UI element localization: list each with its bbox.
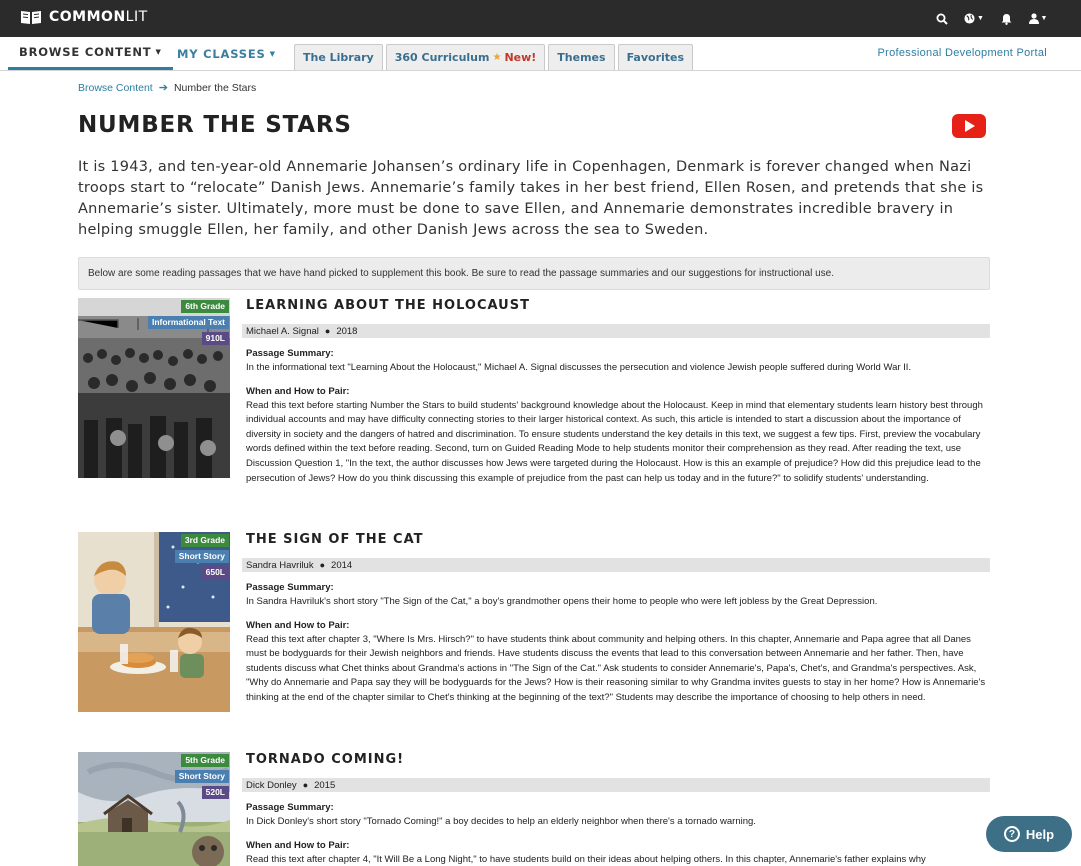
passage-author: Michael A. Signal bbox=[246, 325, 319, 337]
passage-thumbnail[interactable] bbox=[78, 298, 230, 478]
my-classes-menu[interactable] bbox=[177, 37, 276, 70]
chevron-down-icon: ▼ bbox=[977, 15, 984, 22]
bell-icon[interactable] bbox=[991, 0, 1021, 37]
passage-thumbnail[interactable] bbox=[78, 752, 230, 866]
book-icon bbox=[20, 9, 42, 25]
genre-badge: Short Story bbox=[175, 550, 229, 563]
star-icon: ★ bbox=[492, 52, 502, 63]
tab-label: Favorites bbox=[626, 51, 685, 64]
book-description: It is 1943, and ten-year-old Annemarie Johansen’s ordinary life in Copenhagen, Denmark is forever changed when Nazi troops start to “relocate” Danish Jews. Annemarie’s family takes in her best friend, Ellen Rosen, and pretends that she is Annemarie’s sister. Ultimately, more must be done to save Ellen, and Annemarie demonstrates incredible bravery in helping smuggle Ellen, her family, and other Danish Jews across the sea to Sweden. bbox=[78, 159, 984, 238]
professional-development-link[interactable]: Professional Development Portal bbox=[877, 47, 1047, 59]
top-bar bbox=[0, 0, 1081, 37]
lexile-badge: 650L bbox=[202, 566, 229, 579]
tab-favorites[interactable] bbox=[618, 44, 693, 70]
genre-badge: Short Story bbox=[175, 770, 229, 783]
passage-pair-text: Read this text before starting Number the Stars to build students' background knowledge about the Holocaust. Keep in mind that elementary students learn history best through individual accounts and may have difficulty connecting stories to their larger historical context. As such, this article is intended to start a discussion about the importance of diversity in society and the dangers of hatred and discrimination. To ensure students understand the key details in this text, we suggest a few tips. First, preview the vocabulary words defined within the text before reading. Second, turn on Guided Reading Mode to help students monitor their comprehension as they read. After reading the text, use Discussion Question 1, "In the text, the author discusses how Jews were targeted during the Holocaust. How is this an example of prejudice? How did this prejudice lead to the persecution of Jews? How do you think discussing this example of prejudice from the past can help us today and in the future?" to solidify students' understanding. bbox=[246, 399, 983, 484]
breadcrumb-browse-content[interactable]: Browse Content bbox=[78, 81, 153, 94]
grade-badge: 6th Grade bbox=[181, 300, 229, 313]
bullet-icon: ● bbox=[319, 560, 326, 570]
passage-author: Dick Donley bbox=[246, 779, 297, 791]
passage-meta bbox=[242, 558, 990, 572]
breadcrumb-current: Number the Stars bbox=[173, 81, 257, 94]
tab-label: The Library bbox=[303, 51, 374, 64]
passage-year: 2015 bbox=[314, 779, 336, 791]
passage-meta bbox=[242, 324, 990, 338]
info-note: Below are some reading passages that we have hand picked to supplement this book. Be sure to read the passage summaries and our suggestions for instructional use. bbox=[78, 257, 990, 290]
summary-label: Passage Summary: bbox=[246, 582, 334, 593]
page-title: NUMBER THE STARS bbox=[78, 112, 352, 138]
my-classes-label: MY CLASSES bbox=[177, 46, 266, 61]
pair-label: When and How to Pair: bbox=[246, 619, 350, 631]
bullet-icon: ● bbox=[302, 780, 309, 790]
tab-360-curriculum[interactable] bbox=[386, 44, 546, 70]
passage-year: 2014 bbox=[331, 559, 353, 571]
tab-library[interactable] bbox=[294, 44, 383, 70]
question-icon: ? bbox=[1004, 826, 1020, 842]
chevron-down-icon: ▼ bbox=[155, 48, 162, 56]
passage-summary: In Sandra Havriluk's short story "The Sign of the Cat," a boy's grandmother opens their home to people who were left jobless by the Great Depression. bbox=[246, 596, 878, 607]
youtube-icon[interactable] bbox=[952, 114, 986, 138]
tab-themes[interactable] bbox=[548, 44, 614, 70]
user-icon[interactable] bbox=[1021, 0, 1055, 37]
tab-label: 360 Curriculum bbox=[394, 51, 490, 64]
genre-badge: Informational Text bbox=[148, 316, 229, 329]
logo-text: COMMONLIT bbox=[49, 9, 148, 25]
passage-title[interactable]: LEARNING ABOUT THE HOLOCAUST bbox=[246, 298, 530, 313]
pair-label: When and How to Pair: bbox=[246, 385, 350, 397]
browse-content-menu[interactable] bbox=[8, 37, 173, 70]
passage-author: Sandra Havriluk bbox=[246, 559, 314, 571]
lexile-badge: 520L bbox=[202, 786, 229, 799]
chevron-down-icon: ▼ bbox=[1040, 15, 1048, 22]
passage-summary: In Dick Donley's short story "Tornado Coming!" a boy decides to help an elderly neighbor when there's a tornado warning. bbox=[246, 816, 756, 827]
passage-pair-text: Read this text after chapter 4, "It Will Be a Long Night," to have students build on their ideas about helping others. In this chapter, Annemarie's father explains why bbox=[246, 853, 926, 865]
lexile-badge: 910L bbox=[202, 332, 229, 345]
grade-badge: 3rd Grade bbox=[181, 534, 229, 547]
passage-thumbnail[interactable] bbox=[78, 532, 230, 712]
passage-title[interactable]: TORNADO COMING! bbox=[246, 752, 405, 767]
passage-meta bbox=[242, 778, 990, 792]
pair-label: When and How to Pair: bbox=[246, 839, 350, 851]
chevron-down-icon: ▼ bbox=[269, 49, 276, 58]
tab-label: Themes bbox=[557, 51, 606, 64]
passage-title[interactable]: THE SIGN OF THE CAT bbox=[246, 532, 424, 547]
passage-summary: In the informational text "Learning About the Holocaust," Michael A. Signal discusses the persecution and violence Jewish people suffered during World War II. bbox=[246, 362, 912, 373]
summary-label: Passage Summary: bbox=[246, 802, 334, 813]
bullet-icon: ● bbox=[324, 326, 331, 336]
passage-pair-text: Read this text after chapter 3, "Where Is Mrs. Hirsch?" to have students think about community and helping others. In this chapter, Annemarie and Papa agree that all Danes must be bodyguards for their Jewish neighbors and friends. Have students discuss the events that lead to this conversation between Annemarie and her father. Then, have students discuss what Chet thinks about Grandma's actions in "The Sign of the Cat." Ask students to consider Annemarie's, Papa's, Chet's, and Grandma's perspectives. Ask, "Why do Annemarie and Papa say they will be bodyguards for the Jews? How is their reasoning similar to why Grandma invites guests to stay in her home? How is Annemarie's thinking at the end of the chapter similar to Chet's thinking at the beginning of the text?" Students may describe the importance of choosing to help others in need. bbox=[246, 633, 986, 703]
search-icon[interactable] bbox=[927, 0, 957, 37]
globe-icon[interactable] bbox=[957, 0, 991, 37]
summary-label: Passage Summary: bbox=[246, 348, 334, 359]
commonlit-logo[interactable] bbox=[20, 9, 148, 25]
new-badge: New! bbox=[504, 51, 537, 64]
browse-content-label: BROWSE CONTENT bbox=[19, 45, 152, 59]
arrow-right-icon: ➔ bbox=[158, 82, 168, 94]
help-label: Help bbox=[1025, 826, 1055, 842]
passage-year: 2018 bbox=[336, 325, 358, 337]
help-button[interactable] bbox=[986, 816, 1072, 852]
breadcrumb bbox=[78, 81, 256, 94]
main-nav bbox=[0, 37, 1081, 71]
grade-badge: 5th Grade bbox=[181, 754, 229, 767]
